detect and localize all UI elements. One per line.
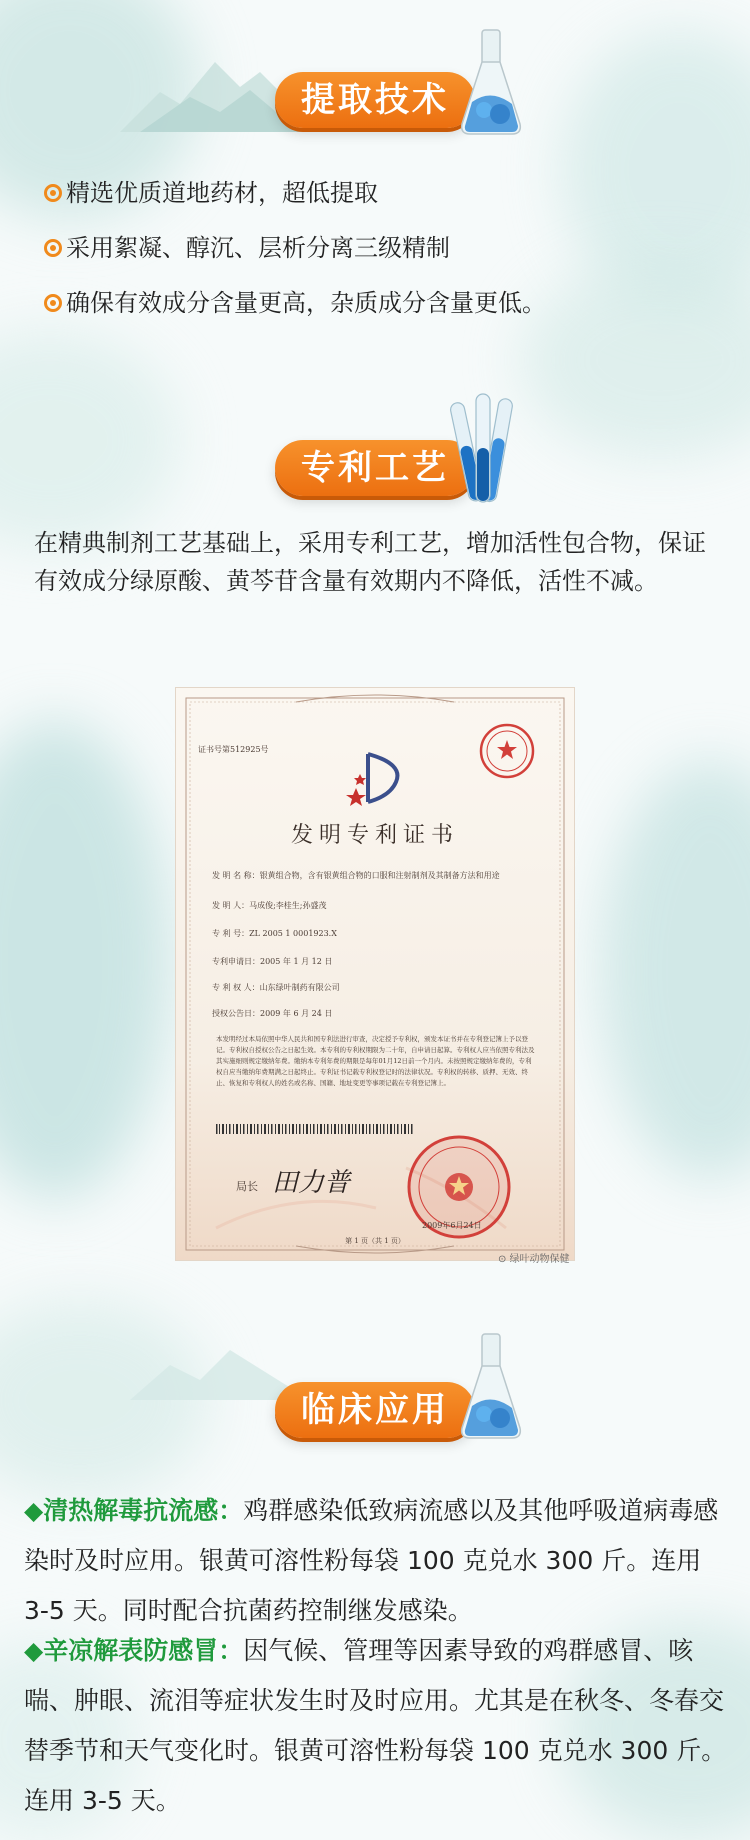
bullet-circle-icon	[44, 239, 62, 257]
extraction-bullet	[44, 288, 546, 318]
section-title-clinical: 临床应用	[275, 1382, 475, 1438]
section-title-extraction: 提取技术	[275, 72, 475, 128]
section-title-patent: 专利工艺	[275, 440, 475, 496]
bg-wash	[600, 760, 750, 1180]
watermark-icon: ⊙	[498, 1254, 510, 1265]
bullet-text: 确保有效成分含量更高，杂质成分含量更低。	[66, 289, 546, 317]
certificate-number: 证书号第512925号	[198, 745, 269, 754]
patent-certificate	[176, 688, 574, 1260]
flask-icon	[456, 28, 526, 138]
cert-field: 专 利 权 人：山东绿叶制药有限公司	[212, 983, 340, 992]
bullet-text: 精选优质道地药材，超低提取	[66, 179, 378, 207]
clinical-item-text: 鸡群感染低致病流感以及其他呼吸道病毒感染时及时应用。银黄可溶性粉每袋 100 克兑水 300 斤。连用 3-5 天。同时配合抗菌药控制继发感染。	[24, 1496, 719, 1625]
clinical-item-head: 辛凉解表防感冒：	[43, 1636, 244, 1665]
certificate-title: 发明专利证书	[290, 823, 459, 848]
director-label: 局长	[236, 1180, 258, 1193]
bg-wash	[0, 330, 180, 550]
cert-field: 发 明 人：马成俊;李桂生;孙盛茂	[212, 901, 327, 910]
bullet-text: 采用絮凝、醇沉、层析分离三级精制	[66, 234, 450, 262]
cert-field: 授权公告日：2009 年 6 月 24 日	[212, 1009, 333, 1018]
clinical-item-text: 因气候、管理等因素导致的鸡群感冒、咳喘、肿眼、流泪等症状发生时及时应用。尤其是在秋冬、冬春交替季节和天气变化时。银黄可溶性粉每袋 100 克兑水 300 斤。连用 3-5 天。	[24, 1636, 727, 1815]
bg-wash	[0, 720, 170, 1200]
cert-field: 专利申请日：2005 年 1 月 12 日	[212, 957, 333, 966]
bullet-circle-icon	[44, 184, 62, 202]
barcode	[216, 1124, 416, 1134]
bg-wash	[520, 260, 750, 460]
page-footer: 第 1 页（共 1 页）	[345, 1237, 405, 1245]
clinical-item	[24, 1626, 729, 1826]
cert-field: 发 明 名 称：银黄组合物，含有银黄组合物的口服和注射制剂及其制备方法和用途	[212, 871, 500, 880]
test-tubes-icon	[450, 392, 520, 510]
extraction-bullet	[44, 233, 450, 263]
flask-icon	[456, 1332, 526, 1442]
certificate-body: 本发明经过本局依照中华人民共和国专利法进行审查，决定授予专利权，颁发本证书并在专利登记簿上予以登记。专利权自授权公告之日起生效。本专利的专利权期限为二十年，自申请日起算。专利权人应当依照专利法及其实施细则规定缴纳年费。缴纳本专利年费的期限是每年01月12日前一个月内。未按照规定缴纳年费的，专利权自应当缴纳年费期满之日起终止。专利证书记载专利权登记时的法律状况。专利权的转移、质押、无效、终止、恢复和专利权人的姓名或名称、国籍、地址变更等事项记载在专利登记簿上。	[216, 1035, 535, 1087]
emblem-icon	[346, 750, 406, 806]
director-signature: 田力普	[272, 1168, 351, 1198]
seal-date: 2009年6月24日	[422, 1221, 482, 1230]
extraction-bullet	[44, 178, 378, 208]
diamond-icon: ◆	[24, 1636, 44, 1665]
watermark: ⊙ 绿叶动物保健	[498, 1254, 570, 1265]
patent-description: 在精典制剂工艺基础上，采用专利工艺，增加活性包合物，保证有效成分绿原酸、黄芩苷含量有效期内不降低，活性不减。	[34, 529, 706, 595]
diamond-icon: ◆	[24, 1496, 44, 1525]
bullet-circle-icon	[44, 294, 62, 312]
clinical-item-head: 清热解毒抗流感：	[43, 1496, 244, 1525]
clinical-item	[24, 1486, 729, 1636]
cert-field: 专 利 号：ZL 2005 1 0001923.X	[212, 929, 337, 938]
seal-icon	[478, 722, 536, 780]
